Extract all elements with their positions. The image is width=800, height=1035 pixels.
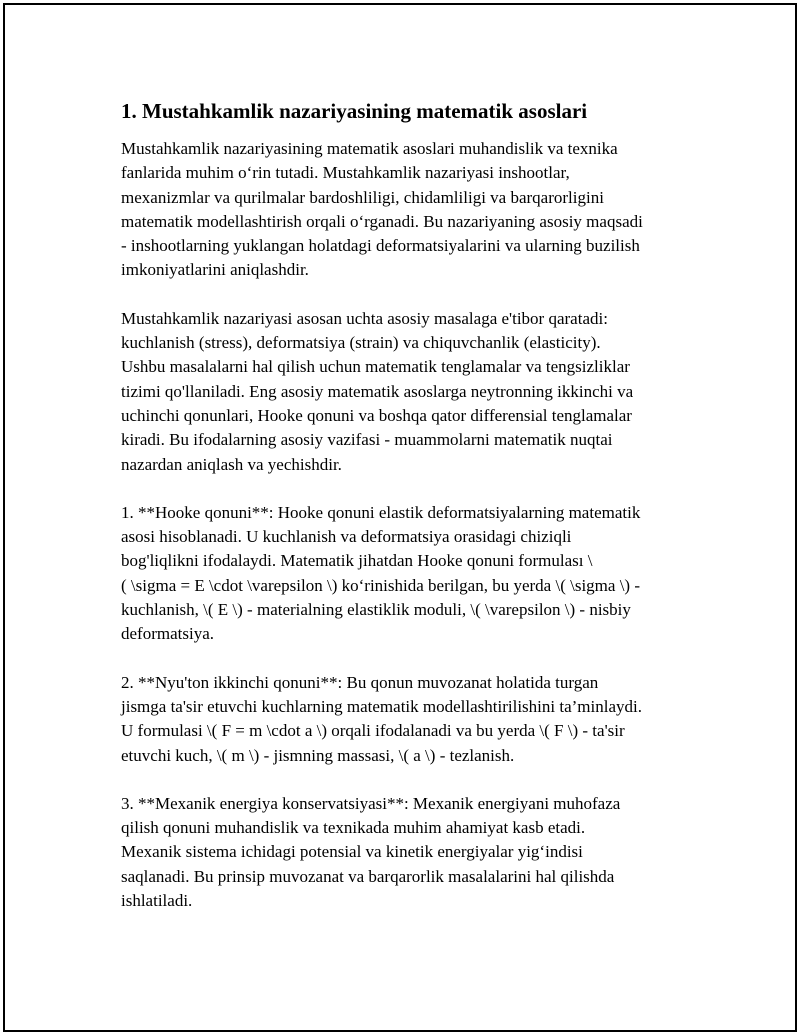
text-line: imkoniyatlarini aniqlashdir. <box>121 260 309 280</box>
text-line: ishlatiladi. <box>121 891 193 911</box>
text-line: - inshootlarning yuklangan holatdagi deformatsiyalarini va ularning buzilish <box>121 236 640 256</box>
paragraph-intro <box>121 137 693 283</box>
text-line: asosi hisoblanadi. U kuchlanish va deformatsiya orasidagi chiziqli <box>121 527 572 547</box>
text-line: Mustahkamlik nazariyasining matematik asoslari muhandislik va texnika <box>121 139 618 158</box>
text-line: 2. **Nyu'ton ikkinchi qonuni**: Bu qonun muvozanat holatida turgan <box>121 672 599 692</box>
text-line: nazardan aniqlash va yechishdir. <box>121 454 342 474</box>
text-line: qilish qonuni muhandislik va texnikada muhim ahamiyat kasb etadi. <box>121 818 586 838</box>
text-line: matematik modellashtirish orqali o‘rganadi. Bu nazariyaning asosiy maqsadi <box>121 211 643 231</box>
text-line: ( \sigma = E \cdot \varepsilon \) ko‘rinishida berilgan, bu yerda \( \sigma \) - <box>121 575 640 595</box>
text-line: etuvchi kuch, \( m \) - jismning massasi, \( a \) - tezlanish. <box>121 745 515 765</box>
document-title: 1. Mustahkamlik nazariyasining matematik asoslari <box>121 99 588 123</box>
text-line: Ushbu masalalarni hal qilish uchun matematik tenglamalar va tengsizliklar <box>121 357 630 377</box>
text-line: Mustahkamlik nazariyasi asosan uchta asosiy masalaga e'tibor qaratadi: <box>121 308 608 328</box>
text-line: tizimi qo'llaniladi. Eng asosiy matematik asoslarga neytronning ikkinchi va <box>121 381 634 401</box>
text-line: kuchlanish (stress), deformatsiya (strain) va chiquvchanlik (elasticity). <box>121 333 601 353</box>
text-line: U formulasi \( F = m \cdot a \) orqali ifodalanadi va bu yerda \( F \) - ta'sir <box>121 721 625 741</box>
text-line: 3. **Mexanik energiya konservatsiyasi**: Mexanik energiyani muhofaza <box>121 793 621 813</box>
text-line: saqlanadi. Bu prinsip muvozanat va barqarorlik masalalarini hal qilishda <box>121 866 615 886</box>
text-line: jismga ta'sir etuvchi kuchlarning matematik modellashtirilishini ta’minlaydi. <box>121 696 642 716</box>
text-line: Mexanik sistema ichidagi potensial va kinetik energiyalar yig‘indisi <box>121 842 583 862</box>
page-frame <box>3 3 797 1032</box>
list-item-energy-conservation <box>121 792 693 913</box>
text-line: fanlarida muhim o‘rin tutadi. Mustahkamlik nazariyasi inshootlar, <box>121 163 570 183</box>
text-line: uchinchi qonunlari, Hooke qonuni va boshqa qator differensial tenglamalar <box>121 405 632 425</box>
text-line: kuchlanish, \( E \) - materialning elastiklik moduli, \( \varepsilon \) - nisbiy <box>121 600 631 620</box>
text-line: deformatsiya. <box>121 624 214 644</box>
list-item-newton-second-law <box>121 671 693 768</box>
text-line: mexanizmlar va qurilmalar bardoshliligi, chidamliligi va barqarorligini <box>121 187 604 207</box>
text-line: bog'liqlikni ifodalaydi. Matematik jihatdan Hooke qonuni formulası \ <box>121 551 593 571</box>
text-line: kiradi. Bu ifodalarning asosiy vazifasi - muammolarni matematik nuqtai <box>121 430 613 450</box>
list-item-hooke-law <box>121 501 693 647</box>
document-body <box>121 97 693 937</box>
text-line: 1. **Hooke qonuni**: Hooke qonuni elastik deformatsiyalarning matematik <box>121 502 641 522</box>
paragraph-main-problems <box>121 307 693 477</box>
